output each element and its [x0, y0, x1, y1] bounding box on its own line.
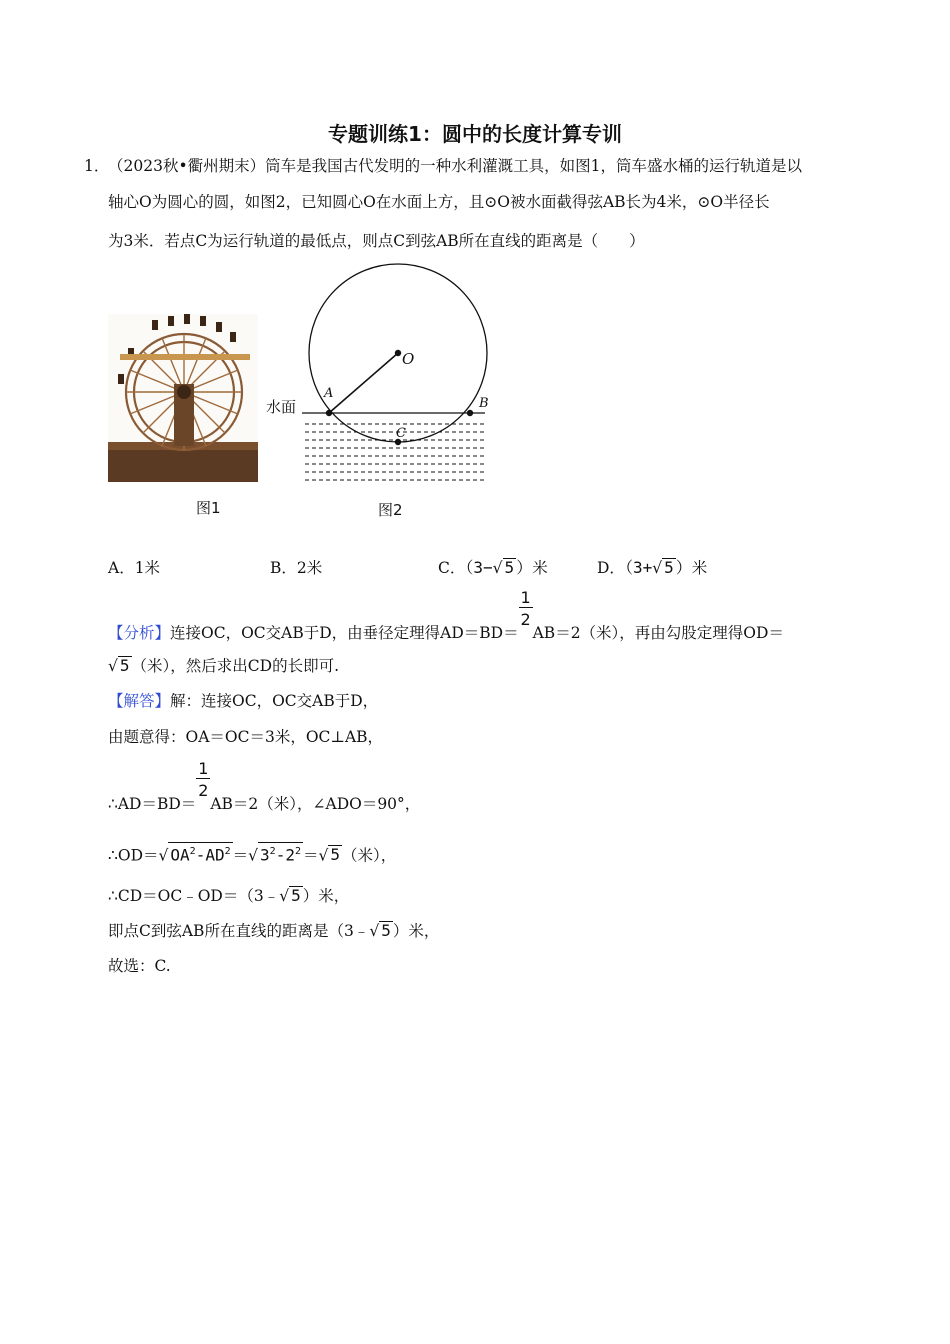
question-line-1: （2023秋•衢州期末）筒车是我国古代发明的一种水利灌溉工具，如图1，筒车盛水桶的运行轨道是以 — [108, 157, 802, 175]
answer-line-2: 由题意得：OA＝OC＝3米，OC⊥AB， — [108, 728, 384, 746]
answer-line-6: 即点C到弦AB所在直线的距离是（3﹣√ 5 ）米， — [108, 921, 440, 940]
water-surface-label: 水面 — [266, 398, 297, 416]
point-o-label: O — [402, 350, 415, 368]
answer-line-1: 【解答】解：连接OC，OC交AB于D， — [108, 692, 379, 710]
question-line-3: 为3米．若点C为运行轨道的最低点，则点C到弦AB所在直线的距离是（ ） — [108, 232, 645, 250]
answer-line-7: 故选：C. — [108, 957, 171, 975]
figure-2-caption: 图2 — [378, 501, 403, 519]
point-a-label: A — [324, 386, 334, 401]
question-line-2: 轴心O为圆心的圆，如图2，已知圆心O在水面上方，且⊙O被水面截得弦AB长为4米，⊙O半径长 — [108, 193, 770, 211]
option-d: D．（3+√ 5 ）米 — [597, 558, 708, 577]
figure-1-waterwheel — [108, 314, 258, 482]
figure-2-diagram — [260, 262, 500, 492]
answer-line-4: ∴OD＝√ $OA^2-AD^2$ ＝√ $3^2-2^2$ ＝√ 5 （米）， — [108, 842, 396, 865]
analysis-line-2: √ 5 （米），然后求出CD的长即可. — [108, 656, 339, 675]
answer-line-5: ∴CD＝OC﹣OD＝（3﹣√ 5 ）米， — [108, 886, 350, 905]
point-b-label: B — [479, 396, 489, 411]
figure-1-caption: 图1 — [196, 499, 221, 517]
circle-diagram — [260, 262, 500, 492]
waterwheel-illustration — [108, 314, 258, 482]
page-title: 专题训练1：圆中的长度计算专训 — [328, 122, 622, 146]
answer-line-3: ∴AD＝BD＝ $\frac{1}{2}$ AB＝2（米），∠ADO＝90°， — [108, 759, 421, 813]
point-c-label: C — [396, 426, 406, 441]
question-number: 1． — [84, 157, 110, 175]
option-b: B．2米 — [270, 559, 323, 577]
analysis-line-1: 【分析】连接OC，OC交AB于D，由垂径定理得AD＝BD＝ $\frac{1}{2}$ AB＝2（米），再由勾股定理得OD＝ — [108, 588, 784, 642]
option-c: C．（3−√ 5 ）米 — [438, 558, 548, 577]
option-a: A．1米 — [108, 559, 161, 577]
radius-oa — [329, 353, 398, 413]
